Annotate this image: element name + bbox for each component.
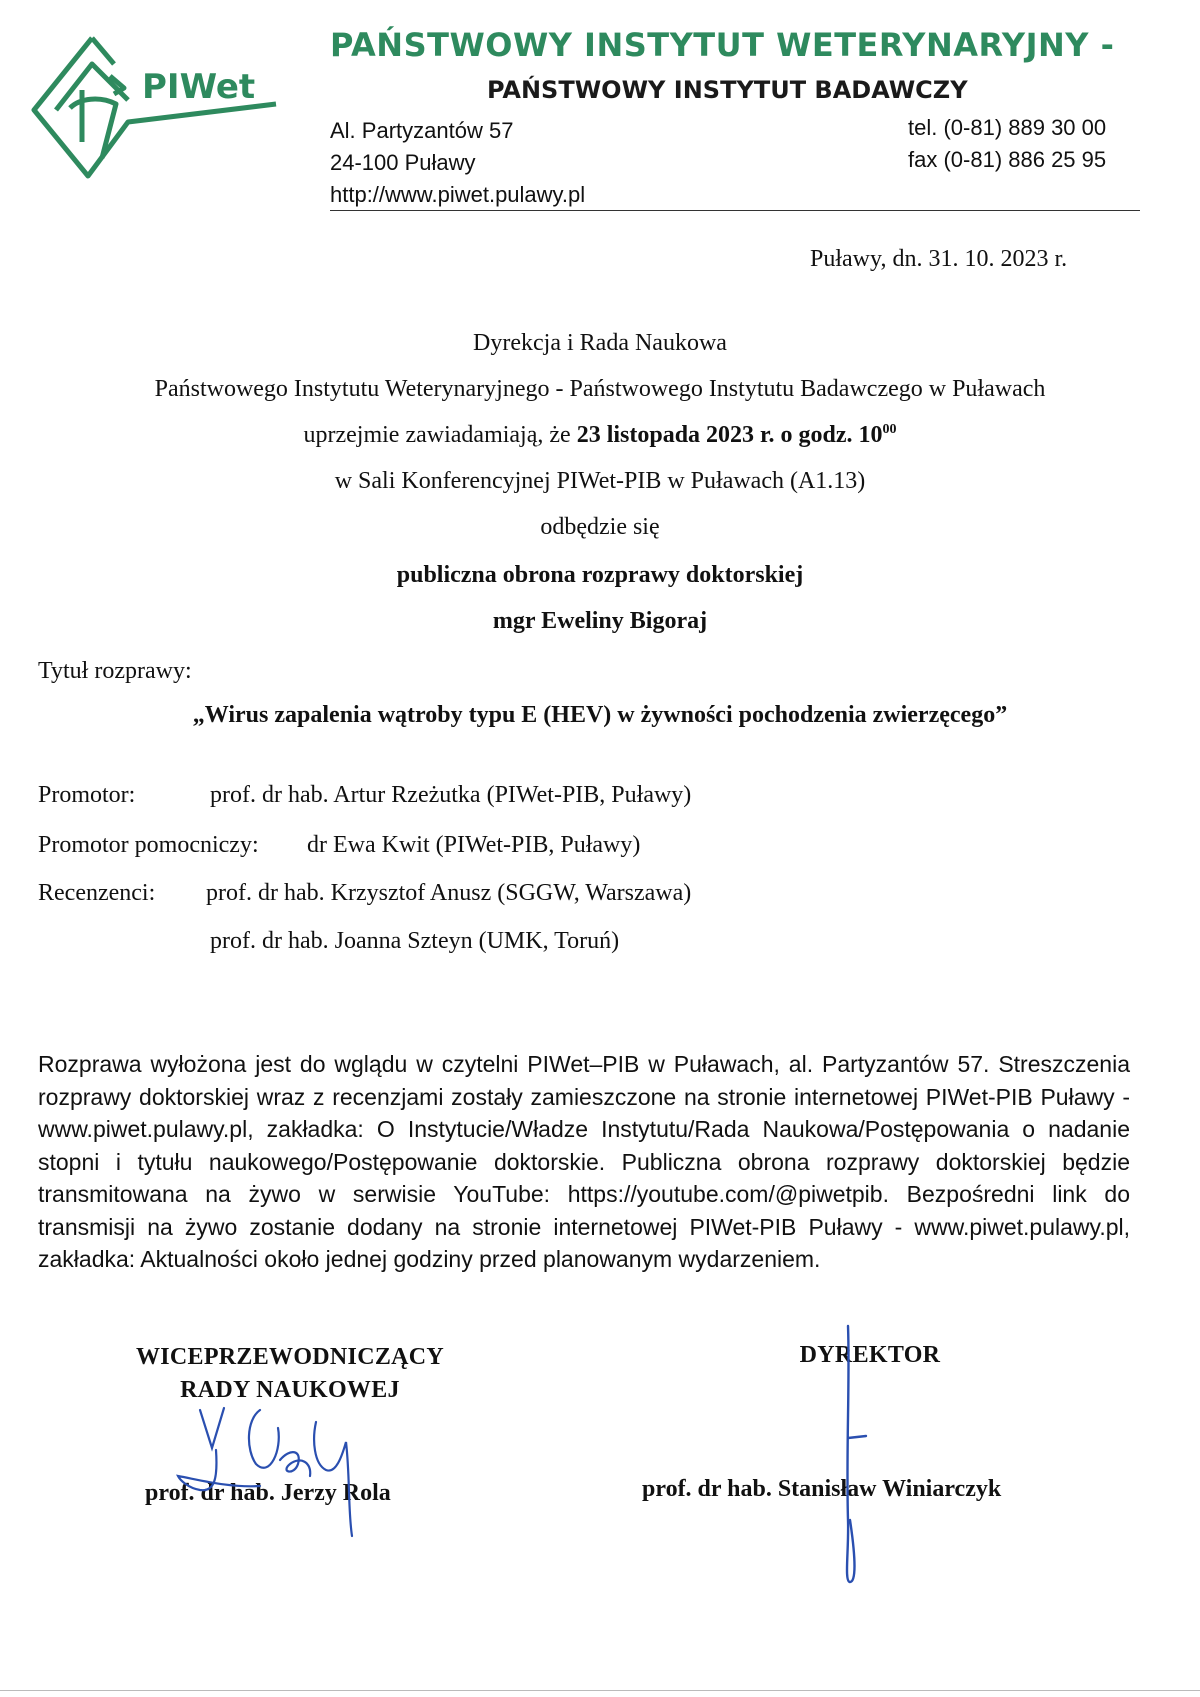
reviewers-label: Recenzenci: <box>38 880 156 906</box>
info-paragraph: Rozprawa wyłożona jest do wglądu w czytelni PIWet–PIB w Puławach, al. Partyzantów 57. Streszczenia rozprawy doktorskiej wraz z recenzjami zostały zamieszczone na stronie internetowej PIWet-PIB Puławy - www.piwet.pulawy.pl, zakładka: O Instytucie/Władze Instytutu/Rada Naukowa/Postępowania o nadanie stopni i tytułu naukowego/Postępowanie doktorskie. Publiczna obrona rozprawy doktorskiej będzie transmitowana na żywo w serwisie YouTube: https://youtube.com/@piwetpib. Bezpośredni link do transmisji na żywo zostanie dodany na stronie internetowej PIWet-PIB Puławy - www.piwet.pulawy.pl, zakładka: Aktualności około jednej godziny przed planowanym wydarzeniem. <box>38 1051 1130 1272</box>
page-bottom-edge <box>0 1690 1200 1691</box>
thesis-title: „Wirus zapalenia wątroby typu E (HEV) w żywności pochodzenia zwierzęcego” <box>192 702 1008 728</box>
address-city: 24-100 Puławy <box>330 150 476 175</box>
address-street: Al. Partyzantów 57 <box>330 118 514 143</box>
contact-block <box>908 112 1106 176</box>
announcement-intro: uprzejmie zawiadamiają, że <box>303 422 577 448</box>
announcement-line-2: Państwowego Instytutu Weterynaryjnego - Państwowego Instytutu Badawczego w Puławach <box>154 376 1046 402</box>
promotor-label: Promotor: <box>38 782 136 808</box>
director-signature <box>820 1320 880 1590</box>
address-block <box>330 115 585 211</box>
announcement-line-1: Dyrekcja i Rada Naukowa <box>473 330 727 356</box>
fax-number: fax (0-81) 886 25 95 <box>908 147 1107 172</box>
defense-heading: publiczna obrona rozprawy doktorskiej <box>396 562 804 588</box>
phone-number: tel. (0-81) 889 30 00 <box>908 115 1107 140</box>
logo-text: PIWet <box>142 67 256 107</box>
reviewer-2: prof. dr hab. Joanna Szteyn (UMK, Toruń) <box>210 928 620 954</box>
promotor-name: prof. dr hab. Artur Rzeżutka (PIWet-PIB, Puławy) <box>210 782 692 808</box>
vice-chair-name: prof. dr hab. Jerzy Rola <box>145 1480 391 1506</box>
director-name: prof. dr hab. Stanisław Winiarczyk <box>642 1476 1002 1502</box>
defense-date: 23 listopada 2023 r. o godz. 10 <box>576 422 883 448</box>
vice-chair-title-line-1: WICEPRZEWODNICZĄCY <box>135 1344 445 1370</box>
announcement-line-3 <box>0 422 1200 449</box>
director-title: DYREKTOR <box>799 1342 941 1368</box>
website-link[interactable]: http://www.piwet.pulawy.pl <box>330 182 586 207</box>
vice-chair-signature <box>160 1380 390 1540</box>
document-date: Puławy, dn. 31. 10. 2023 r. <box>810 246 1068 272</box>
candidate-name: mgr Eweliny Bigoraj <box>492 608 708 634</box>
assistant-promotor-label: Promotor pomocniczy: <box>38 832 259 858</box>
institute-name: PAŃSTWOWY INSTYTUT WETERYNARYJNY - <box>330 26 1115 64</box>
reviewer-1: prof. dr hab. Krzysztof Anusz (SGGW, Warszawa) <box>206 880 692 906</box>
announcement-line-4: w Sali Konferencyjnej PIWet-PIB w Puławach (A1.13) <box>334 468 866 494</box>
piwet-logo <box>30 30 310 195</box>
defense-time-minutes: 00 <box>882 422 897 437</box>
institute-subtitle: PAŃSTWOWY INSTYTUT BADAWCZY <box>487 76 968 104</box>
assistant-promotor-name: dr Ewa Kwit (PIWet-PIB, Puławy) <box>307 832 641 858</box>
thesis-label: Tytuł rozprawy: <box>38 658 192 684</box>
header-divider <box>330 210 1140 211</box>
vice-chair-title-line-2: RADY NAUKOWEJ <box>180 1377 400 1403</box>
announcement-line-5: odbędzie się <box>540 514 660 540</box>
